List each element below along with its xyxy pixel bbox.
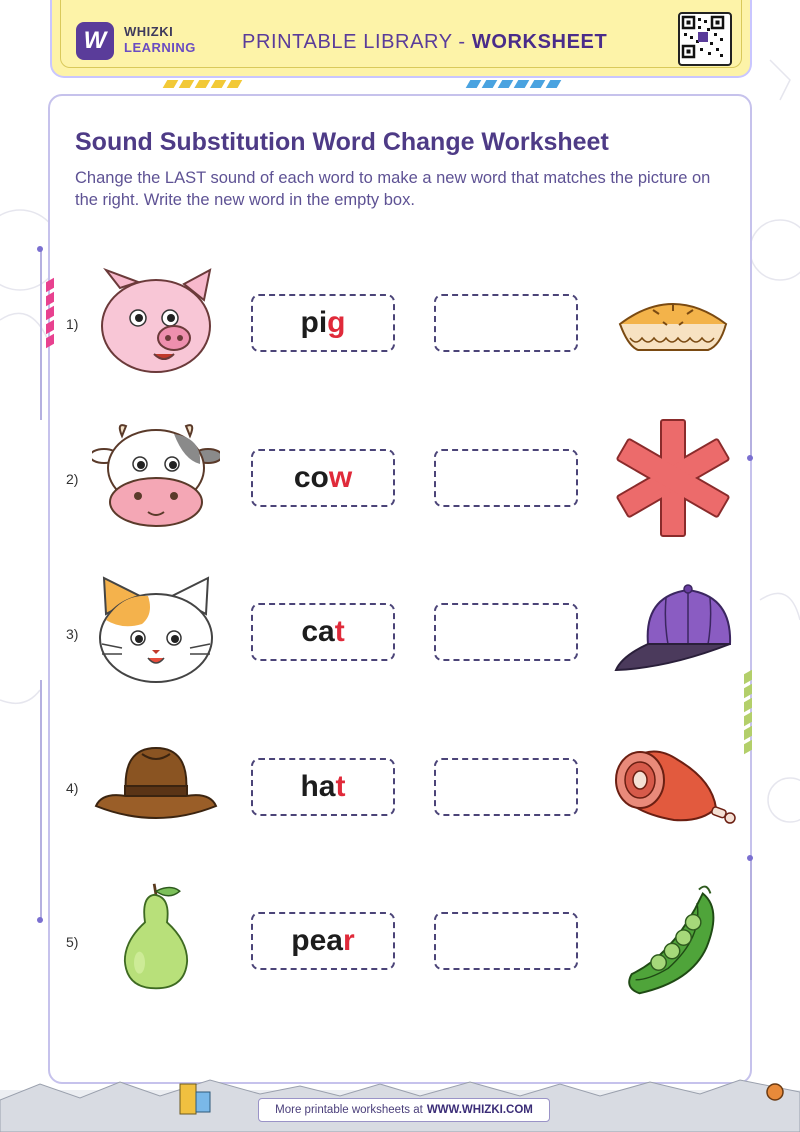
word-start: pea — [291, 924, 343, 957]
pear-icon — [92, 882, 220, 992]
worksheet-title: Sound Substitution Word Change Worksheet — [75, 128, 609, 156]
right-deco-line — [750, 860, 752, 980]
logo-letter: W — [83, 27, 107, 54]
header-title — [242, 31, 607, 54]
word-box — [251, 449, 395, 507]
word-box — [251, 758, 395, 816]
deco-dot — [37, 917, 43, 923]
row-number: 5) — [66, 934, 79, 950]
footer-text: More printable worksheets at — [275, 1104, 423, 1116]
word-start: pi — [300, 306, 328, 339]
pie-icon — [608, 266, 738, 386]
word-last-letter: g — [327, 306, 346, 339]
ham-icon — [608, 732, 738, 852]
pea-pod-icon — [608, 880, 738, 1000]
word-last-letter: t — [334, 615, 345, 648]
word-last-letter: t — [335, 770, 346, 803]
answer-box[interactable] — [434, 912, 578, 970]
cow-face-icon — [92, 420, 220, 530]
answer-box[interactable] — [434, 758, 578, 816]
left-deco-line — [40, 680, 42, 920]
word-start: ca — [301, 615, 335, 648]
header-title-prefix: PRINTABLE LIBRARY - — [242, 31, 466, 53]
qr-code-icon — [680, 14, 726, 60]
row-number: 2) — [66, 471, 79, 487]
word-box — [251, 912, 395, 970]
qr-code[interactable] — [678, 12, 732, 66]
word-start: ha — [300, 770, 336, 803]
header-banner — [50, 0, 752, 78]
left-deco-line — [40, 250, 42, 420]
brand-line-1: WHIZKI — [124, 24, 174, 39]
row-number: 1) — [66, 316, 79, 332]
answer-box[interactable] — [434, 294, 578, 352]
header-title-bold: WORKSHEET — [471, 31, 608, 53]
pig-face-icon — [92, 266, 220, 376]
header-stripes-blue — [468, 80, 559, 90]
brown-hat-icon — [92, 734, 220, 844]
word-last-letter: r — [343, 924, 355, 957]
answer-box[interactable] — [434, 603, 578, 661]
footer-link-pill[interactable] — [258, 1098, 550, 1122]
cat-face-icon — [92, 574, 220, 684]
deco-dot — [37, 246, 43, 252]
brand-name — [124, 24, 196, 56]
word-box — [251, 603, 395, 661]
cap-icon — [608, 574, 738, 694]
right-deco-line — [750, 350, 752, 460]
word-start: co — [293, 461, 329, 494]
row-number: 4) — [66, 780, 79, 796]
worksheet-instructions: Change the LAST sound of each word to make a new word that matches the picture on the right. Write the new word in the empty box. — [75, 169, 711, 209]
answer-box[interactable] — [434, 449, 578, 507]
whizki-logo[interactable] — [76, 22, 114, 60]
brand-line-2: LEARNING — [124, 40, 196, 55]
deco-dot — [747, 455, 753, 461]
footer-url[interactable]: WWW.WHIZKI.COM — [426, 1104, 533, 1116]
deco-dot — [747, 855, 753, 861]
word-box — [251, 294, 395, 352]
header-stripes-yellow — [165, 80, 240, 90]
row-number: 3) — [66, 626, 79, 642]
word-last-letter: w — [328, 461, 353, 494]
medical-star-icon — [608, 418, 738, 538]
